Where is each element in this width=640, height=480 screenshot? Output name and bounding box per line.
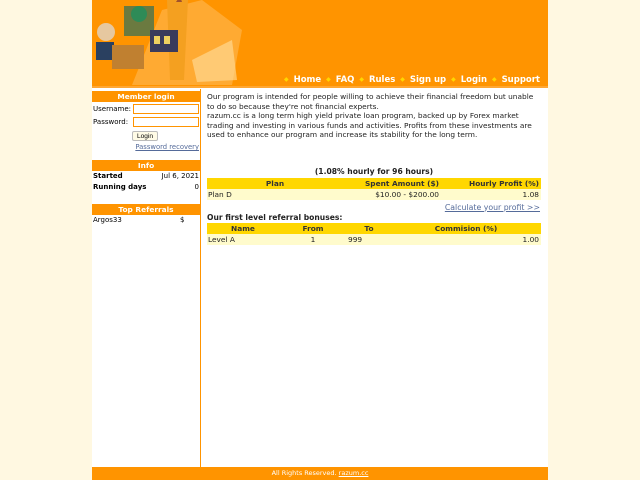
plan-header-plan: Plan <box>207 178 343 189</box>
ref-header-to: To <box>347 223 391 234</box>
header <box>92 0 548 88</box>
login-box-title: Member login <box>92 91 200 102</box>
plan-table-header <box>207 178 541 189</box>
password-row <box>92 116 200 128</box>
nav-support[interactable]: Support <box>501 75 540 85</box>
table-row <box>207 234 541 245</box>
password-recovery-link[interactable]: Password recovery <box>135 143 199 151</box>
nav-rules[interactable]: Rules <box>368 75 396 85</box>
nav-separator-icon: ◆ <box>491 76 497 83</box>
referral-item <box>92 215 200 226</box>
footer <box>92 467 548 480</box>
calculate-profit-link[interactable]: Calculate your profit >> <box>444 202 540 212</box>
header-divider <box>92 86 548 88</box>
nav-separator-icon: ◆ <box>284 76 289 83</box>
plan-table <box>207 178 541 200</box>
nav-separator-icon: ◆ <box>359 76 364 83</box>
login-form <box>92 103 200 151</box>
ref-header-commission: Commision (%) <box>391 223 541 234</box>
referral-table <box>207 223 541 245</box>
referral-amount: $ <box>180 216 185 224</box>
referrals-box-title: Top Referrals <box>92 204 200 215</box>
username-input[interactable] <box>133 104 199 114</box>
intro-paragraph-2: razum.cc is a long term high yield private loan program, backed up by Forex market trading and investing in various funds and activities. Profits from these investments are used to enhance our program and increase its stability for the long term. <box>207 111 532 139</box>
login-button[interactable]: Login <box>132 131 158 141</box>
ref-name-cell: Level A <box>207 234 279 245</box>
password-input[interactable] <box>133 117 199 127</box>
sidebar <box>92 89 201 467</box>
footer-site-link[interactable]: razum.cc <box>338 469 369 477</box>
plan-amount-cell: $10.00 - $200.00 <box>343 189 442 200</box>
plan-caption: (1.08% hourly for 96 hours) <box>314 166 434 176</box>
ref-header-from: From <box>279 223 347 234</box>
intro-paragraph-1: Our program is intended for people willing to achieve their financial freedom but unable to do so because they're not financial experts. <box>207 92 534 111</box>
nav-separator-icon: ◆ <box>326 76 331 83</box>
ref-commission-cell: 1.00 <box>391 234 541 245</box>
nav-separator-icon: ◆ <box>400 76 405 83</box>
username-label: Username: <box>93 105 132 113</box>
referral-name: Argos33 <box>93 216 122 224</box>
plan-name-cell: Plan D <box>207 189 343 200</box>
ref-from-cell: 1 <box>279 234 347 245</box>
nav-home[interactable]: Home <box>293 75 322 85</box>
info-running-row <box>92 182 200 193</box>
nav-faq[interactable]: FAQ <box>335 75 355 85</box>
info-box-title: Info <box>92 160 200 171</box>
referral-table-header <box>207 223 541 234</box>
info-started-row <box>92 171 200 182</box>
nav-separator-icon: ◆ <box>451 76 456 83</box>
plan-profit-cell: 1.08 <box>442 189 541 200</box>
page <box>92 0 548 480</box>
plan-header-amount: Spent Amount ($) <box>343 178 442 189</box>
started-value: Jul 6, 2021 <box>161 172 199 180</box>
started-label: Started <box>93 172 123 180</box>
ref-to-cell: 999 <box>347 234 391 245</box>
main-content <box>207 89 543 467</box>
password-label: Password: <box>93 118 129 126</box>
banner-image <box>92 0 242 85</box>
referral-caption: Our first level referral bonuses: <box>207 212 343 222</box>
footer-text: All Rights Reserved. <box>271 469 337 477</box>
table-row <box>207 189 541 200</box>
ref-header-name: Name <box>207 223 279 234</box>
running-days-label: Running days <box>93 183 147 191</box>
main-nav <box>282 75 540 85</box>
nav-sign-up[interactable]: Sign up <box>409 75 447 85</box>
nav-login[interactable]: Login <box>460 75 487 85</box>
running-days-value: 0 <box>194 183 199 191</box>
username-row <box>92 103 200 115</box>
plan-header-profit: Hourly Profit (%) <box>442 178 541 189</box>
